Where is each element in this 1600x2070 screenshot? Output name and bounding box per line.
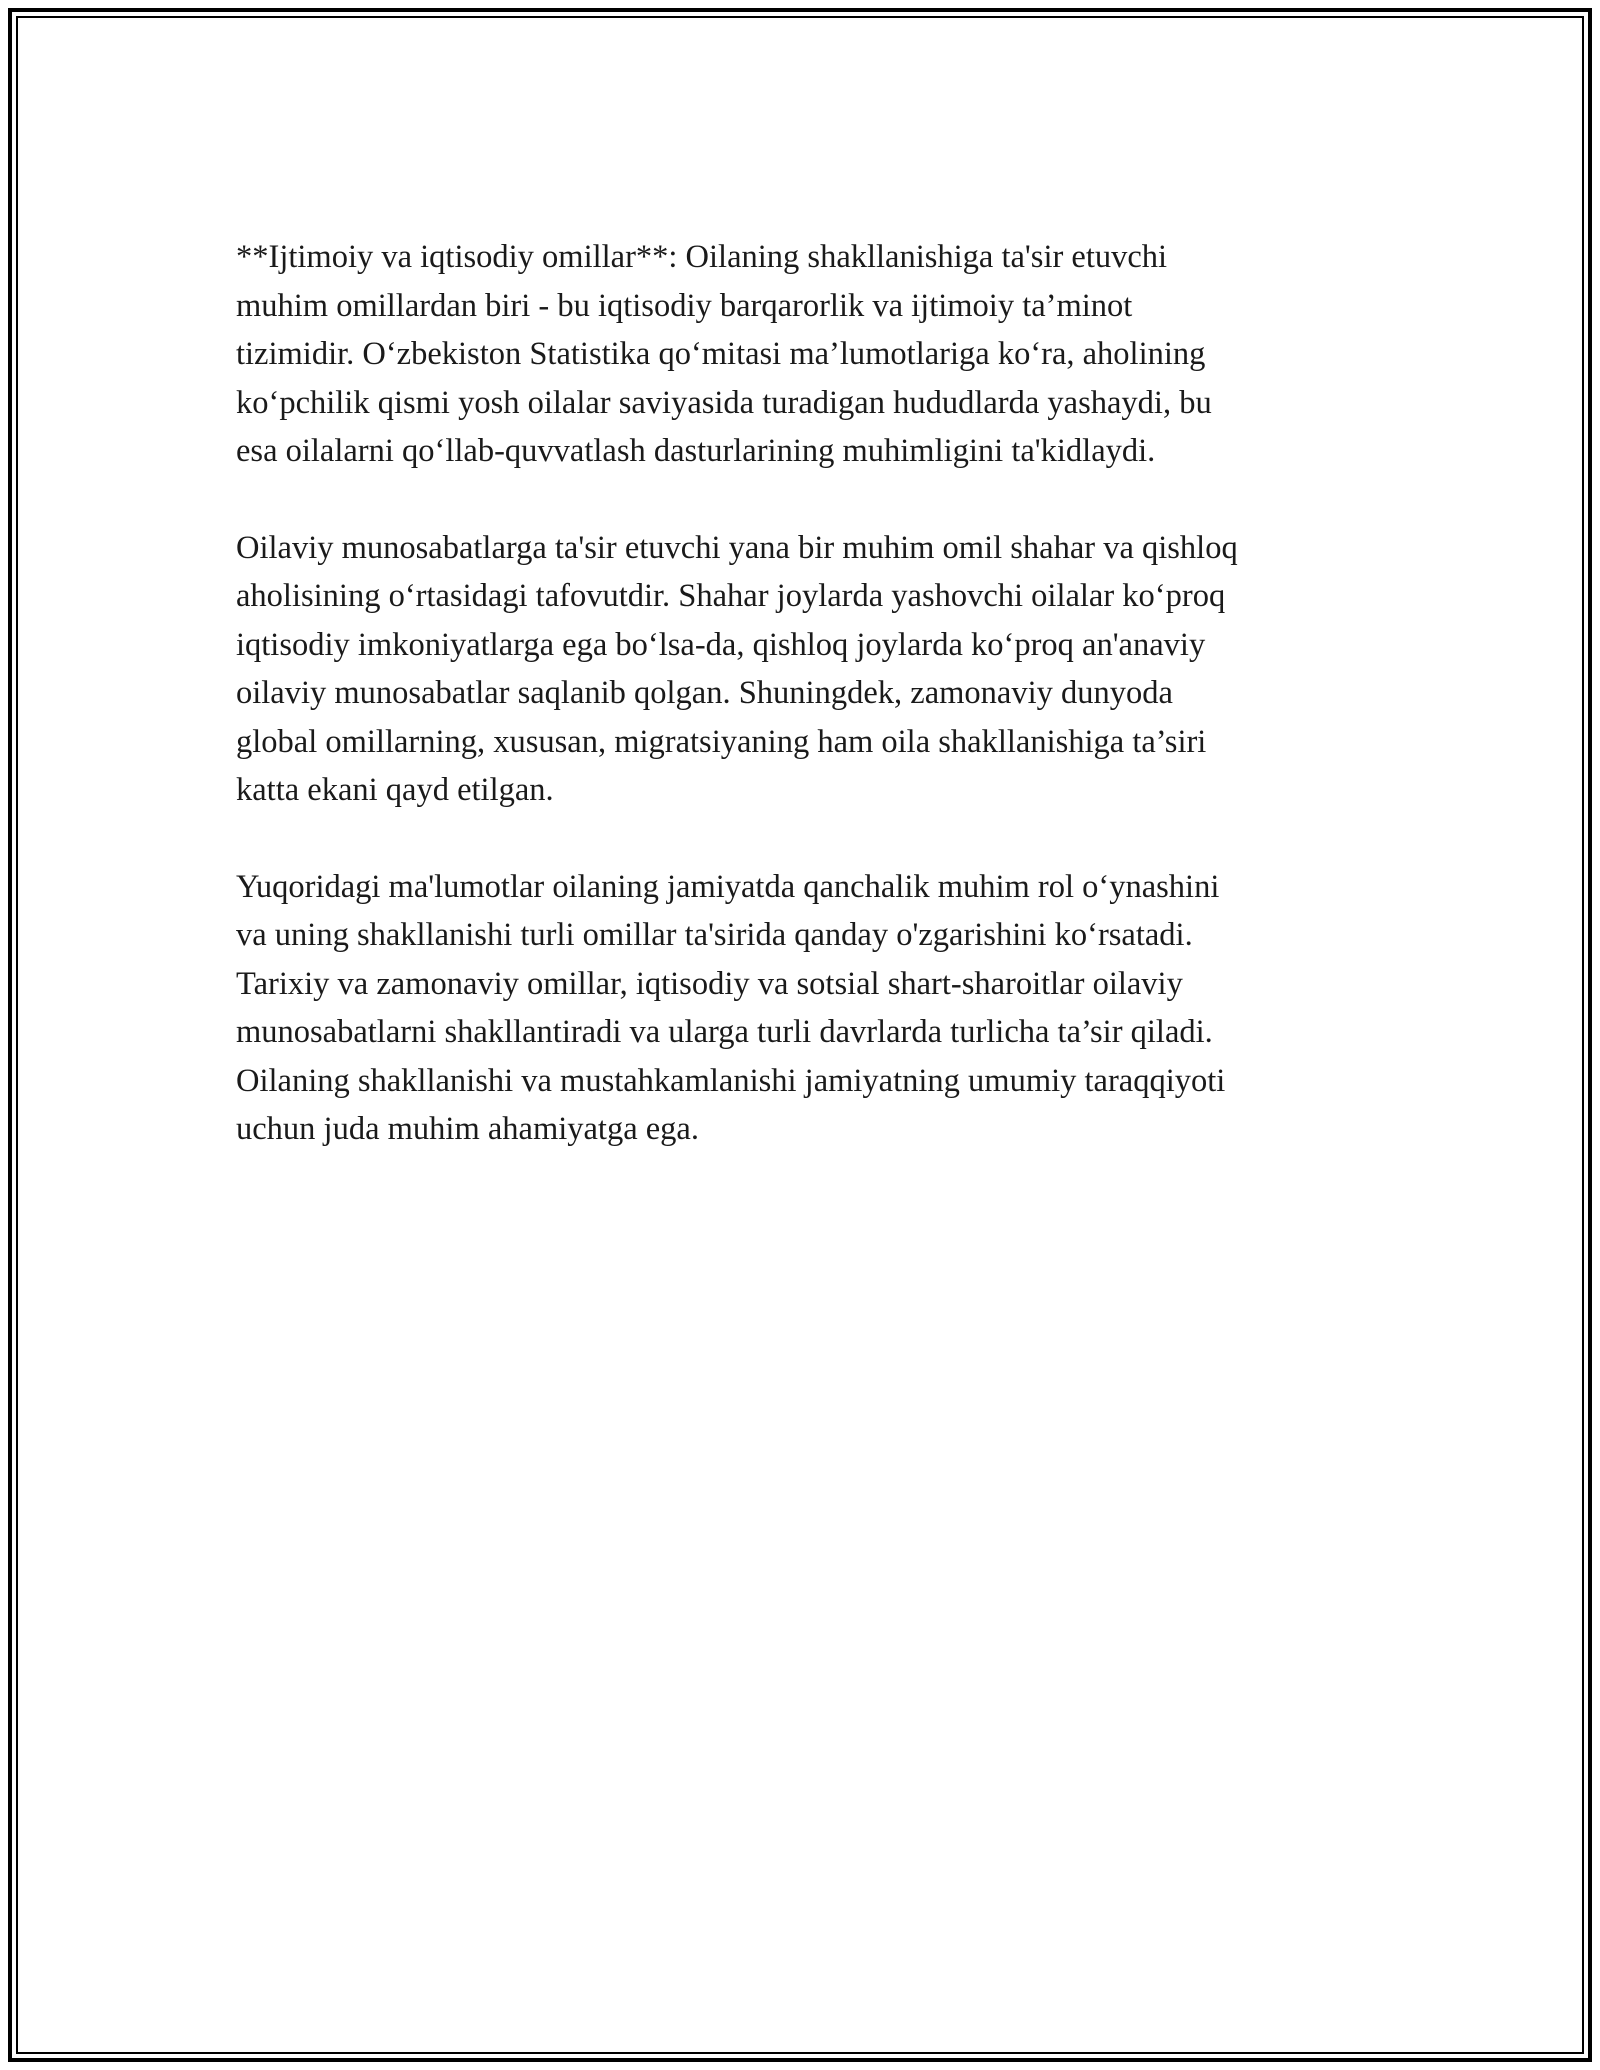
text-line: katta ekani qayd etilgan. bbox=[236, 772, 554, 808]
document-body bbox=[236, 233, 1376, 1202]
text-line: Oilaning shakllanishi va mustahkamlanishi jamiyatning umumiy taraqqiyoti bbox=[236, 1062, 1226, 1099]
text-line: global omillarning, xususan, migratsiyaning ham oila shakllanishiga ta’siri bbox=[236, 723, 1207, 760]
text-line: aholisining o‘rtasidagi tafovutdir. Shahar joylarda yashovchi oilalar ko‘proq bbox=[236, 578, 1226, 614]
text-line: iqtisodiy imkoniyatlarga ega bo‘lsa-da, qishloq joylarda ko‘proq an'anaviy bbox=[236, 626, 1206, 663]
text-line: esa oilalarni qo‘llab-quvvatlash dasturlarining muhimligini ta'kidlaydi. bbox=[236, 433, 1156, 469]
paragraph-urban-rural-differences bbox=[236, 524, 1376, 815]
text-line: ko‘pchilik qismi yosh oilalar saviyasida turadigan hududlarda yashaydi, bu bbox=[236, 384, 1212, 421]
text-line: tizimidir. O‘zbekiston Statistika qo‘mitasi ma’lumotlariga ko‘ra, aholining bbox=[236, 336, 1206, 372]
text-line: Tarixiy va zamonaviy omillar, iqtisodiy va sotsial shart-sharoitlar oilaviy bbox=[236, 965, 1183, 1002]
text-line: muhim omillardan biri - bu iqtisodiy barqarorlik va ijtimoiy ta’minot bbox=[236, 287, 1133, 324]
paragraph-social-economic-factors bbox=[236, 233, 1376, 476]
text-line: Oilaviy munosabatlarga ta'sir etuvchi yana bir muhim omil shahar va qishloq bbox=[236, 529, 1238, 566]
text-line: uchun juda muhim ahamiyatga ega. bbox=[236, 1111, 699, 1147]
text-line: **Ijtimoiy va iqtisodiy omillar**: Oilaning shakllanishiga ta'sir etuvchi bbox=[236, 239, 1168, 275]
paragraph-conclusion bbox=[236, 863, 1376, 1154]
text-line: oilaviy munosabatlar saqlanib qolgan. Shuningdek, zamonaviy dunyoda bbox=[236, 675, 1173, 711]
text-line: va uning shakllanishi turli omillar ta'sirida qanday o'zgarishini ko‘rsatadi. bbox=[236, 917, 1193, 953]
text-line: Yuqoridagi ma'lumotlar oilaning jamiyatda qanchalik muhim rol o‘ynashini bbox=[236, 868, 1220, 905]
text-line: munosabatlarni shakllantiradi va ularga turli davrlarda turlicha ta’sir qiladi. bbox=[236, 1014, 1213, 1050]
